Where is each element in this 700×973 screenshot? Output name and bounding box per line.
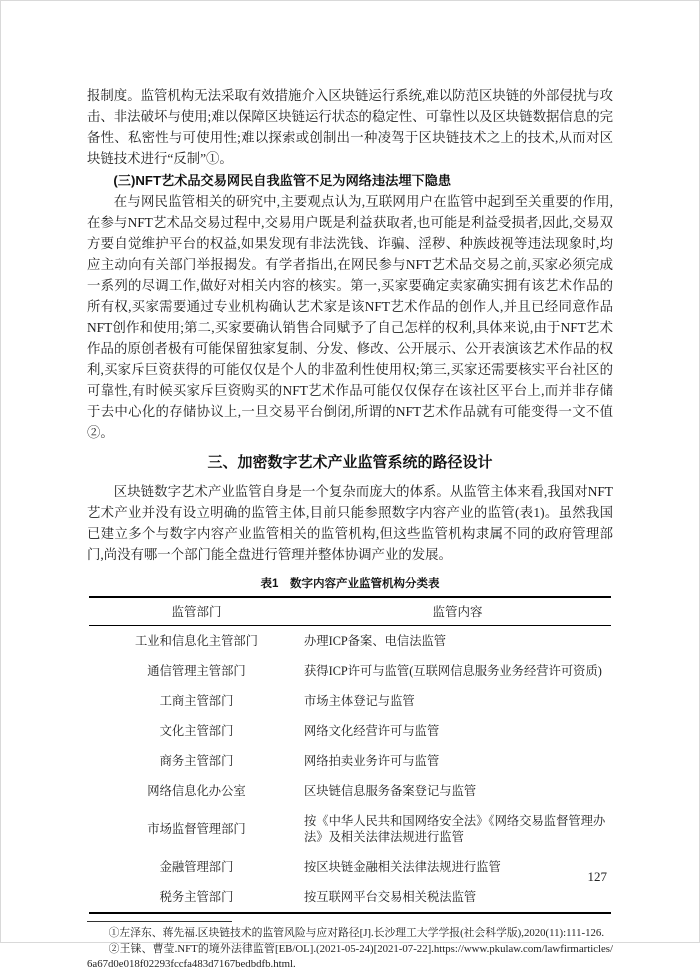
table-header-row (89, 597, 611, 626)
regulator-table-head (89, 597, 611, 626)
table-row (89, 656, 611, 686)
table-cell-content: 按《中华人民共和国网络安全法》《网络交易监督管理办法》及相关法律法规进行监管 (304, 814, 606, 844)
table-cell-department: 税务主管部门 (159, 890, 234, 904)
footnote-1: ①左泽东、蒋先福.区块链技术的监管风险与应对路径[J].长沙理工大学学报(社会科学版),2020(11):111-126. (108, 927, 605, 939)
table-cell-department: 通信管理主管部门 (147, 664, 246, 678)
table-cell-content: 网络文化经营许可与监管 (304, 724, 440, 738)
table-cell-content: 市场主体登记与监管 (304, 694, 415, 708)
table-cell-department: 工商主管部门 (159, 694, 234, 708)
table-row (89, 882, 611, 913)
page-content (1, 1, 699, 973)
table-cell-content: 获得ICP许可与监管(互联网信息服务业务经营许可资质) (304, 664, 602, 678)
table-header-content: 监管内容 (304, 597, 611, 626)
table-row (89, 626, 611, 657)
table-row (89, 806, 611, 852)
page-number: 127 (587, 869, 607, 884)
table-row (89, 776, 611, 806)
footnote-2: ②王铼、曹莹.NFT的境外法律监管[EB/OL].(2021-05-24)[2021-07-22].https://www.pkulaw.com/lawfirmarticles/6a67d0e018f02293fccfa483d7167bedbdfb.html. (87, 942, 613, 970)
paragraph-continuation: 报制度。监管机构无法采取有效措施介入区块链运行系统,难以防范区块链的外部侵扰与攻击、非法破坏与使用;难以保障区块链运行状态的稳定性、可靠性以及区块链数据信息的完备性、私密性与可使用性;难以探索或创制出一种凌驾于区块链技术之上的技术,从而对区块链技术进行“反制”①。 (87, 88, 613, 166)
table-header-department: 监管部门 (89, 597, 304, 626)
table-cell-content: 办理ICP备案、电信法监管 (304, 634, 447, 648)
table-cell-content: 按区块链金融相关法律法规进行监管 (304, 860, 501, 874)
section-heading: 三、加密数字艺术产业监管系统的路径设计 (207, 454, 493, 471)
table-row (89, 686, 611, 716)
table-cell-department: 金融管理部门 (159, 860, 234, 874)
table-cell-department: 工业和信息化主管部门 (135, 634, 258, 648)
table-caption: 表1 数字内容产业监管机构分类表 (260, 578, 440, 590)
table-row (89, 852, 611, 882)
subsection-heading: (三)NFT艺术品交易网民自我监管不足为网络违法埋下隐患 (113, 173, 452, 188)
paragraph-netizen-regulation: 在与网民监管相关的研究中,主要观点认为,互联网用户在监管中起到至关重要的作用,在参与NFT艺术品交易过程中,交易用户既是利益获取者,也可能是利益受损者,因此,交易双方要自觉维护平台的权益,如果发现有非法洗钱、诈骗、淫秽、种族歧视等违法现象时,均应主动向有关部门举报揭发。有学者指出,在网民参与NFT艺术品交易之前,买家必须完成一系列的尽调工作,做好对相关内容的核实。第一,买家要确定卖家确实拥有该艺术作品的所有权,买家需要通过专业机构确认艺术家是该NFT艺术作品的创作人,并且已经同意作品NFT创作和使用;第二,买家要确认销售合同赋予了自己怎样的权利,具体来说,由于NFT艺术作品的原创者极有可能保留独家复制、分发、修改、公开展示、公开表演该艺术作品的权利,买家斥巨资获得的可能仅仅是个人的非盈利性使用权;第三,买家还需要核实平台社区的可靠性,有时候买家斥巨资购买的NFT艺术作品可能仅仅保存在该社区平台上,而并非存储于去中心化的存储协议上,一旦交易平台倒闭,所谓的NFT艺术作品就有可能变得一文不值②。 (87, 194, 613, 440)
table-cell-content: 按互联网平台交易相关税法监管 (304, 890, 477, 904)
table-cell-department: 网络信息化办公室 (147, 784, 246, 798)
paragraph-regulatory-system: 区块链数字艺术产业监管自身是一个复杂而庞大的体系。从监管主体来看,我国对NFT艺术产业并没有设立明确的监管主体,目前只能参照数字内容产业的监管(表1)。虽然我国已建立多个与数字内容产业监管相关的监管机构,但这些监管机构隶属不同的政府管理部门,尚没有哪一个部门能全盘进行管理并整体协调产业的发展。 (87, 484, 613, 562)
table-cell-content: 区块链信息服务备案登记与监管 (304, 784, 477, 798)
regulator-table-body (89, 626, 611, 914)
table-row (89, 746, 611, 776)
footnotes-block (87, 921, 613, 973)
table-cell-department: 商务主管部门 (159, 754, 234, 768)
regulator-table (89, 596, 611, 914)
table-cell-department: 市场监督管理部门 (147, 822, 246, 836)
table-cell-content: 网络拍卖业务许可与监管 (304, 754, 440, 768)
footnote-divider (87, 921, 232, 922)
table-row (89, 716, 611, 746)
table-cell-department: 文化主管部门 (159, 724, 234, 738)
